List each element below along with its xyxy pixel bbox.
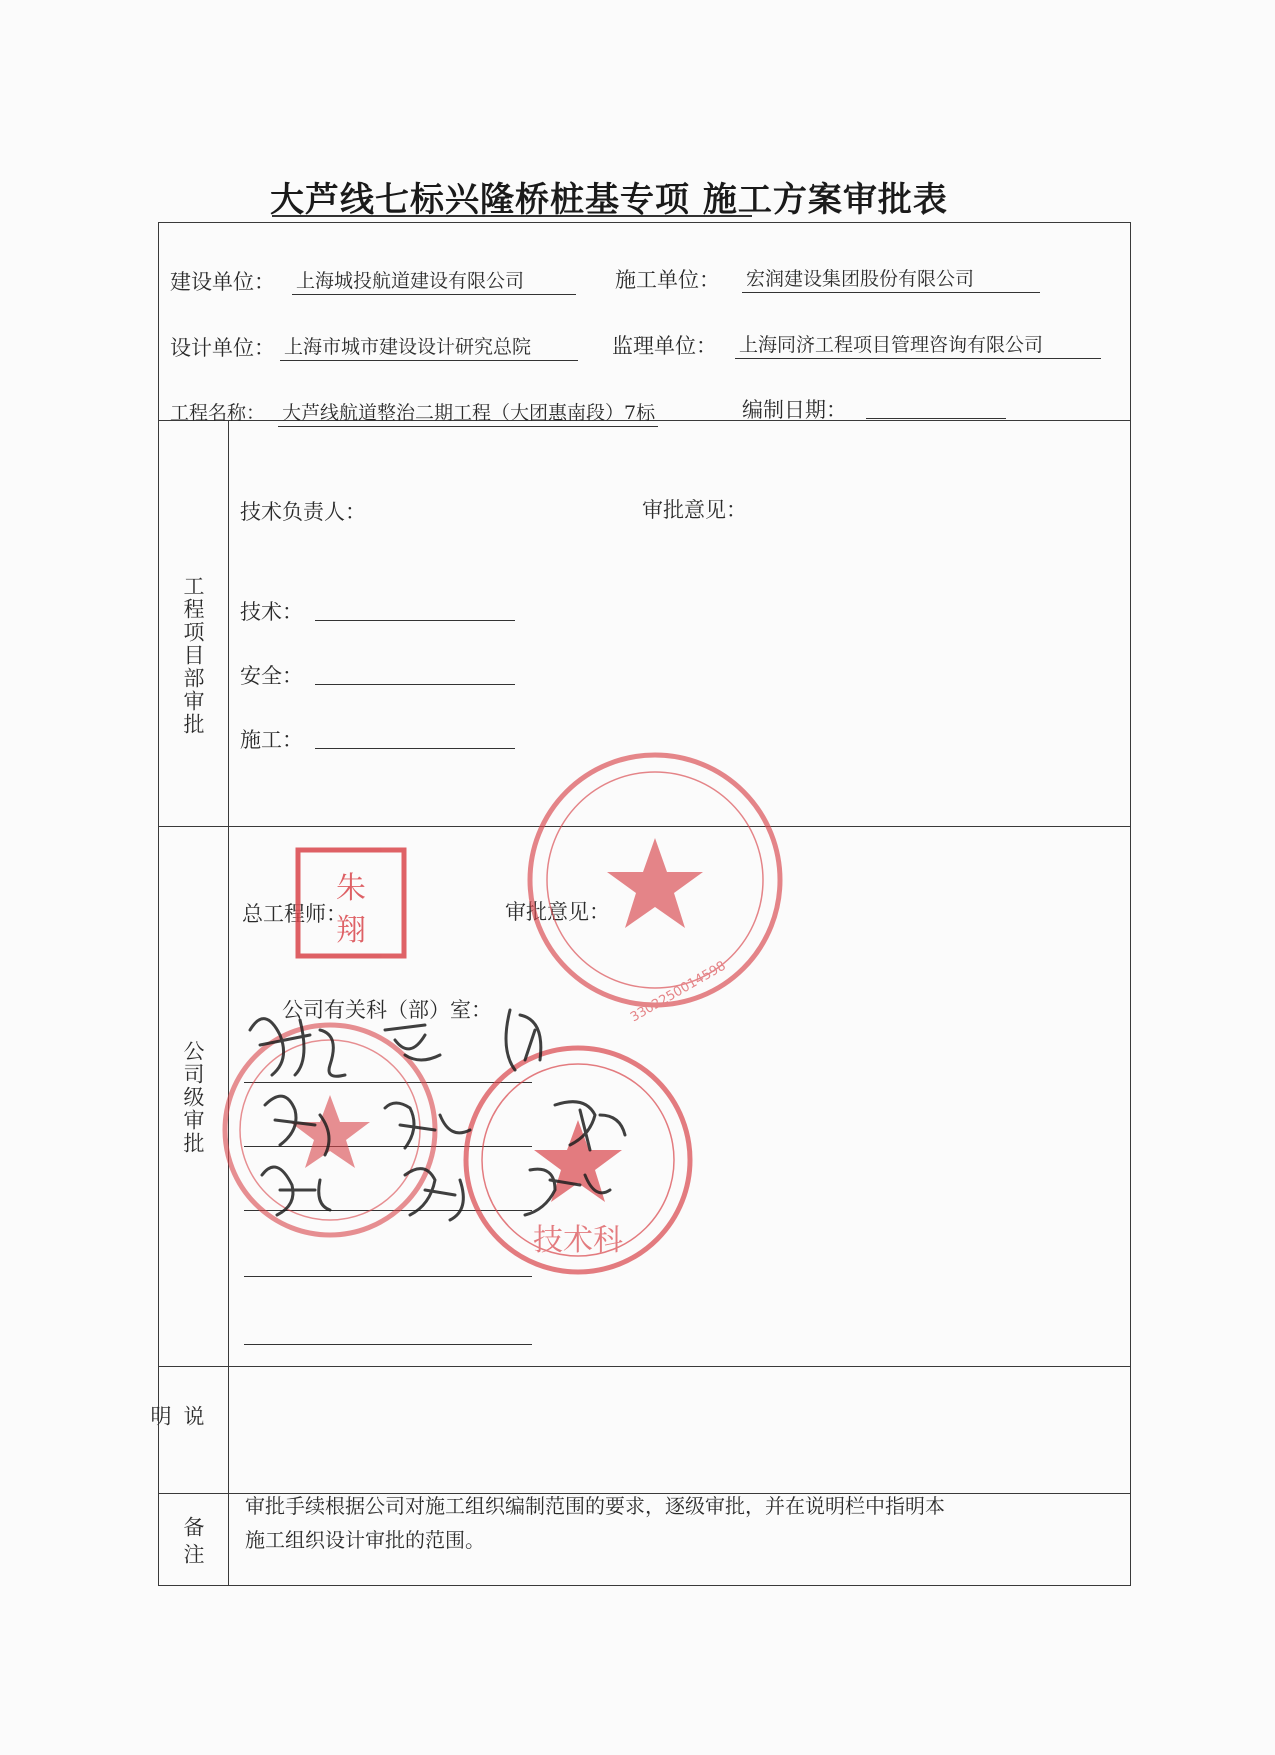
- company-opinion-label: 审批意见：: [505, 900, 610, 924]
- design-unit-label: 设计单位：: [170, 336, 275, 360]
- safety-seal: [225, 1025, 435, 1235]
- build-unit-label: 建设单位：: [170, 270, 275, 294]
- tech-label: 技术：: [240, 600, 303, 624]
- tech-dept-seal: [466, 1048, 690, 1272]
- project-opinion-label: 审批意见：: [642, 498, 747, 522]
- project-name-label: 工程名称：: [170, 402, 266, 424]
- remark-line-2: 施工组织设计审批的范围。: [245, 1528, 485, 1552]
- explain-side-label: 说明: [148, 1404, 205, 1456]
- svg-text:3302250014598: 3302250014598: [627, 958, 729, 1026]
- build-unit-value: 上海城投航道建设有限公司: [292, 266, 576, 295]
- supervise-unit-value: 上海同济工程项目管理咨询有限公司: [735, 330, 1101, 359]
- construct-unit-value: 宏润建设集团股份有限公司: [742, 264, 1040, 293]
- safety-label: 安全：: [240, 664, 303, 688]
- remark-side-label: 备注: [181, 1516, 205, 1570]
- supervise-unit-label: 监理单位：: [612, 334, 717, 358]
- company-round-seal: [530, 755, 780, 1025]
- remark-line-1: 审批手续根据公司对施工组织编制范围的要求，逐级审批，并在说明栏中指明本: [245, 1494, 945, 1518]
- svg-text:翔: 翔: [336, 913, 366, 948]
- svg-text:技术科: 技术科: [533, 1223, 623, 1258]
- project-name-value: 大芦线航道整治二期工程（大团惠南段）7标: [278, 398, 658, 427]
- company-side-label: 公司级审批: [181, 1040, 205, 1155]
- svg-text:朱: 朱: [336, 871, 366, 906]
- depts-label: 公司有关科（部）室：: [282, 998, 492, 1022]
- design-unit-value: 上海市城市建设设计研究总院: [280, 332, 578, 361]
- construction-label: 施工：: [240, 728, 303, 752]
- chief-engineer-seal: [298, 850, 404, 956]
- project-dept-side-label: 工程项目部审批: [181, 574, 205, 736]
- tech-lead-label: 技术负责人：: [240, 500, 366, 524]
- compile-date-label: 编制日期：: [742, 398, 847, 422]
- chief-engineer-label: 总工程师：: [242, 902, 347, 926]
- construct-unit-label: 施工单位：: [615, 268, 720, 292]
- page-title: 大芦线七标兴隆桥桩基专项 施工方案审批表: [270, 180, 948, 220]
